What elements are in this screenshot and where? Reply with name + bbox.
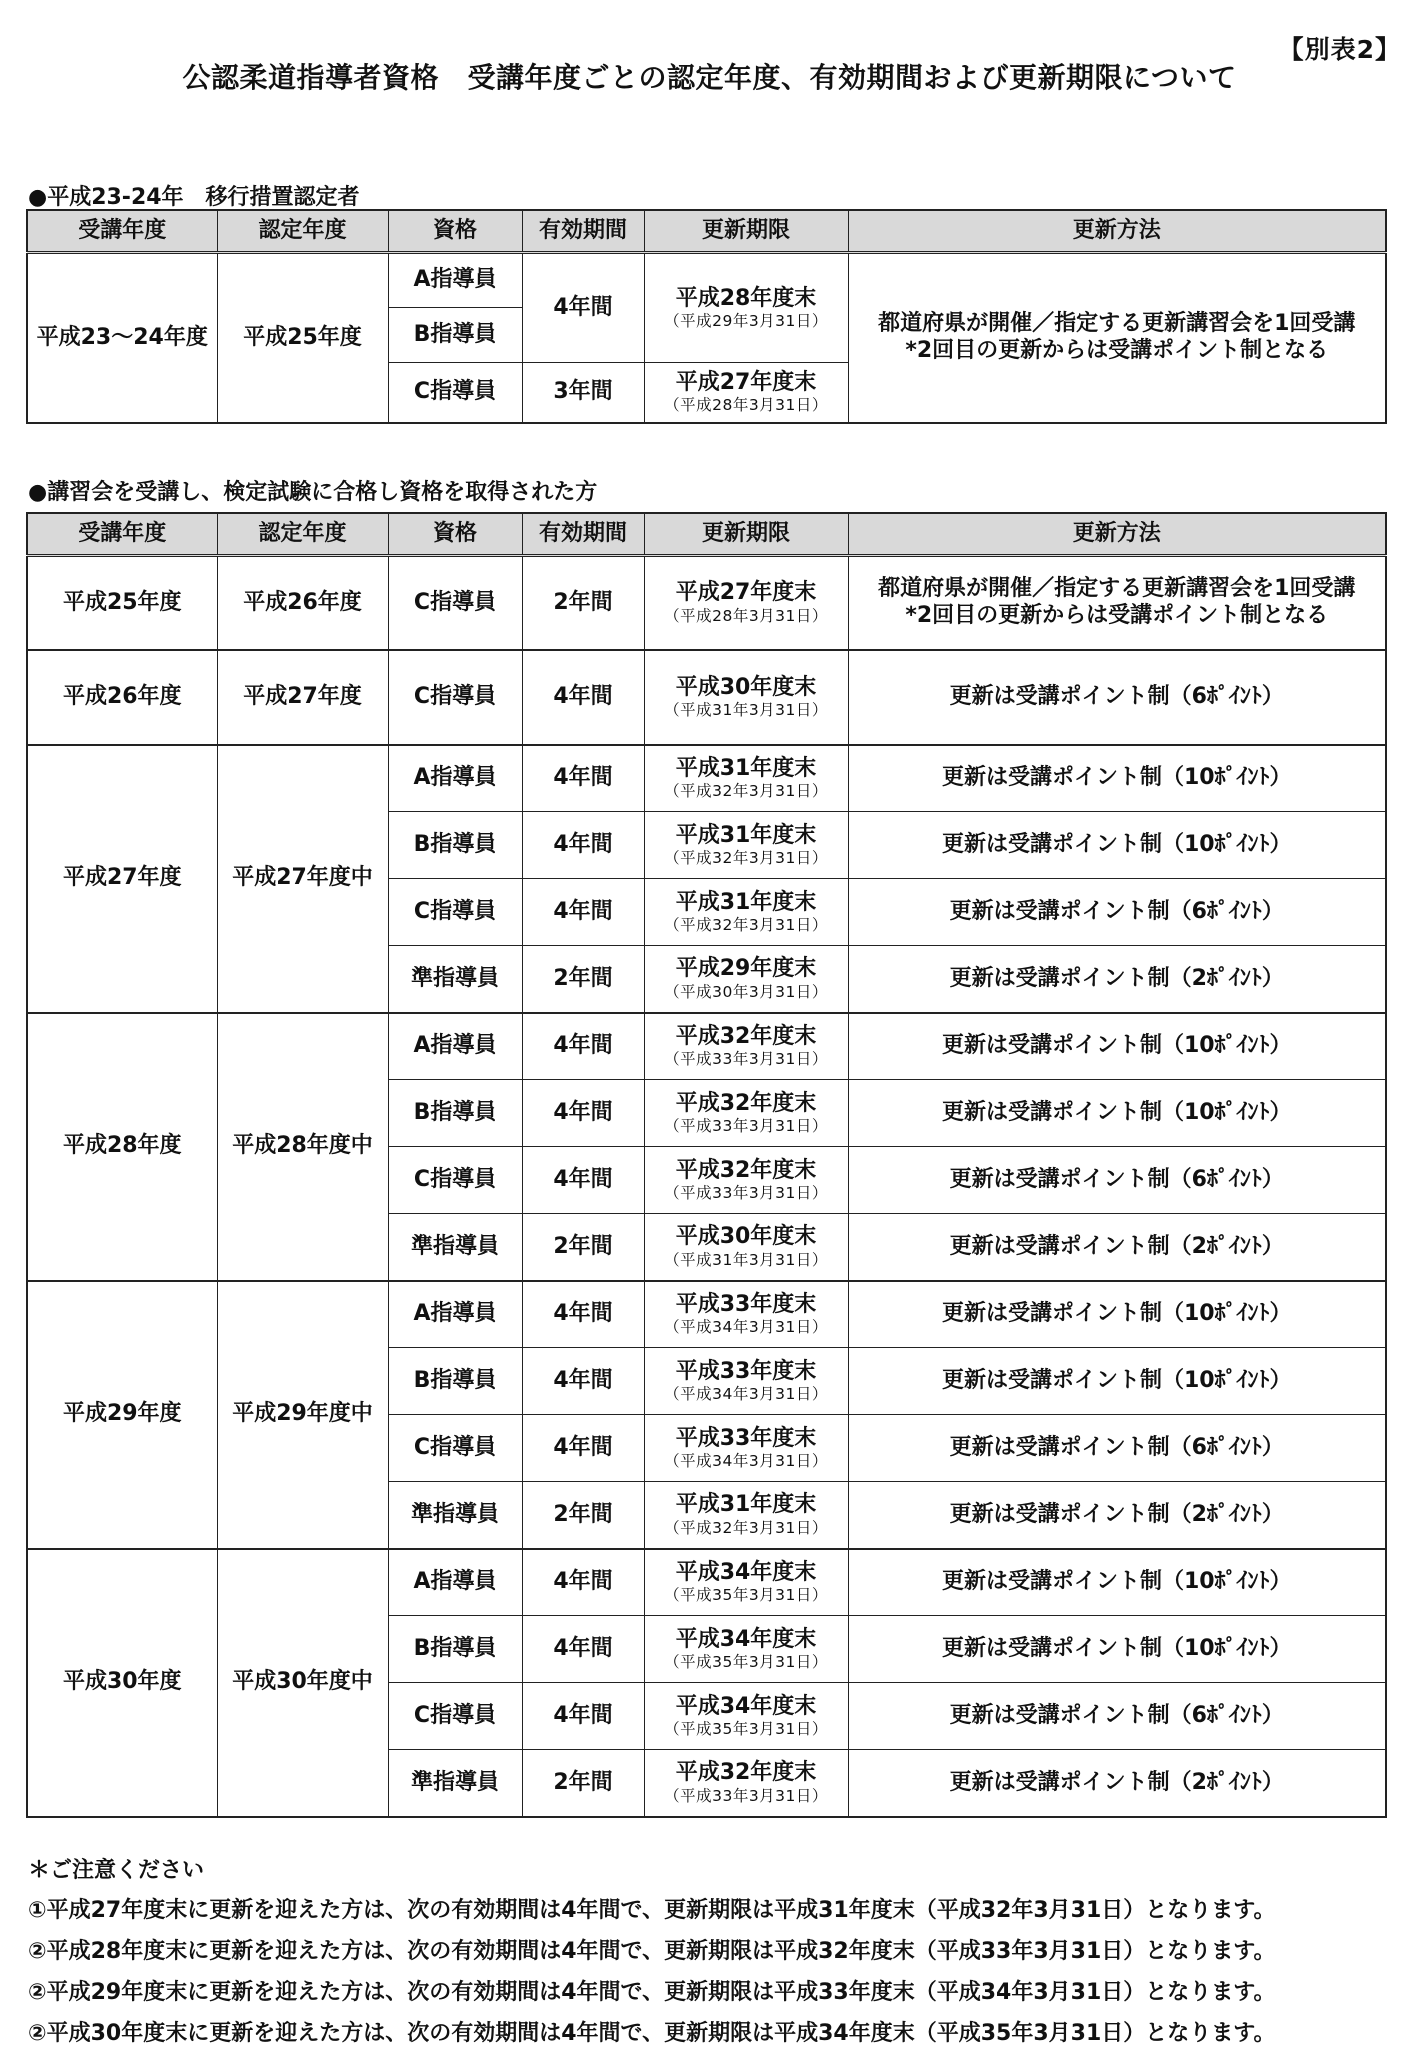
table-row	[27, 1013, 1386, 1080]
deadline-main: 平成33年度末	[675, 1291, 817, 1317]
header-year: 受講年度	[27, 513, 217, 556]
cert-year-cell: 平成27年度中	[217, 745, 388, 1013]
deadline-main: 平成32年度末	[675, 1023, 817, 1049]
qualification-cell: 準指導員	[388, 1750, 522, 1817]
deadline-main: 平成34年度末	[675, 1693, 817, 1719]
year-cell: 平成28年度	[27, 1013, 217, 1281]
period-cell: 4年間	[522, 1080, 644, 1147]
deadline-date: （平成34年3月31日）	[664, 1384, 828, 1403]
deadline-date: （平成32年3月31日）	[664, 848, 828, 867]
deadline-date: （平成30年3月31日）	[664, 982, 828, 1001]
qualification-cell: B指導員	[388, 812, 522, 879]
method-cell	[848, 253, 1386, 423]
table-row	[27, 556, 1386, 650]
header-qualification: 資格	[388, 513, 522, 556]
method-line-1: 都道府県が開催／指定する更新講習会を1回受講	[878, 576, 1356, 602]
notes-section	[28, 1852, 1276, 2054]
qualification-cell: A指導員	[388, 253, 522, 308]
group-h25	[27, 556, 1386, 650]
method-cell: 更新は受講ポイント制（10ﾎﾟｲﾝﾄ）	[848, 1348, 1386, 1415]
deadline-main: 平成31年度末	[675, 822, 817, 848]
deadline-cell	[644, 812, 848, 879]
period-cell: 4年間	[522, 253, 644, 363]
table-tag: 【別表2】	[1278, 35, 1401, 64]
deadline-date: （平成34年3月31日）	[664, 1451, 828, 1470]
cert-year-cell: 平成28年度中	[217, 1013, 388, 1281]
deadline-main: 平成33年度末	[675, 1358, 817, 1384]
deadline-date: （平成32年3月31日）	[664, 1518, 828, 1537]
year-cell: 平成26年度	[27, 650, 217, 745]
deadline-main: 平成34年度末	[675, 1626, 817, 1652]
notes-heading: ＊ご注意ください	[28, 1858, 205, 1883]
method-cell: 更新は受講ポイント制（6ﾎﾟｲﾝﾄ）	[848, 1147, 1386, 1214]
deadline-cell	[644, 946, 848, 1013]
period-cell: 4年間	[522, 1415, 644, 1482]
deadline-cell	[644, 556, 848, 650]
period-cell: 4年間	[522, 1013, 644, 1080]
deadline-main: 平成32年度末	[675, 1760, 817, 1786]
qualification-cell: A指導員	[388, 1281, 522, 1348]
period-cell: 4年間	[522, 745, 644, 812]
deadline-date: （平成31年3月31日）	[664, 1250, 828, 1269]
group-h30	[27, 1549, 1386, 1817]
deadline-main: 平成27年度末	[675, 369, 817, 395]
qualification-cell: C指導員	[388, 1147, 522, 1214]
header-method: 更新方法	[848, 513, 1386, 556]
deadline-main: 平成29年度末	[675, 956, 817, 982]
qualification-cell: A指導員	[388, 1549, 522, 1616]
header-method: 更新方法	[848, 210, 1386, 253]
period-cell: 4年間	[522, 650, 644, 745]
deadline-date: （平成35年3月31日）	[664, 1652, 828, 1671]
method-cell: 更新は受講ポイント制（2ﾎﾟｲﾝﾄ）	[848, 946, 1386, 1013]
method-cell: 更新は受講ポイント制（2ﾎﾟｲﾝﾄ）	[848, 1482, 1386, 1549]
header-qualification: 資格	[388, 210, 522, 253]
header-deadline: 更新期限	[644, 210, 848, 253]
table-row	[27, 1549, 1386, 1616]
deadline-date: （平成35年3月31日）	[664, 1719, 828, 1738]
deadline-main: 平成33年度末	[675, 1425, 817, 1451]
deadline-cell	[644, 1080, 848, 1147]
deadline-date: （平成33年3月31日）	[664, 1786, 828, 1805]
deadline-date: （平成29年3月31日）	[664, 311, 828, 330]
group-h28	[27, 1013, 1386, 1281]
deadline-date: （平成33年3月31日）	[664, 1050, 828, 1069]
period-cell: 4年間	[522, 879, 644, 946]
qualification-cell: 準指導員	[388, 1482, 522, 1549]
year-cell: 平成23～24年度	[27, 253, 217, 423]
deadline-date: （平成35年3月31日）	[664, 1586, 828, 1605]
deadline-date: （平成28年3月31日）	[664, 606, 828, 625]
method-line-1: 都道府県が開催／指定する更新講習会を1回受講	[878, 311, 1356, 337]
deadline-main: 平成31年度末	[675, 889, 817, 915]
qualification-cell: 準指導員	[388, 946, 522, 1013]
method-cell: 更新は受講ポイント制（2ﾎﾟｲﾝﾄ）	[848, 1214, 1386, 1281]
deadline-main: 平成30年度末	[675, 1224, 817, 1250]
period-cell: 2年間	[522, 556, 644, 650]
deadline-main: 平成31年度末	[675, 755, 817, 781]
section1-title: ●平成23-24年 移行措置認定者	[28, 185, 360, 210]
deadline-date: （平成33年3月31日）	[664, 1116, 828, 1135]
note-line: ②平成30年度末に更新を迎えた方は、次の有効期間は4年間で、更新期限は平成34年度末（平成35年3月31日）となります。	[28, 2021, 1276, 2046]
qualification-cell: B指導員	[388, 308, 522, 363]
qualification-cell: C指導員	[388, 1683, 522, 1750]
header-cert-year: 認定年度	[217, 210, 388, 253]
deadline-cell	[644, 1683, 848, 1750]
period-cell: 2年間	[522, 1750, 644, 1817]
method-cell: 更新は受講ポイント制（10ﾎﾟｲﾝﾄ）	[848, 1080, 1386, 1147]
method-cell: 更新は受講ポイント制（2ﾎﾟｲﾝﾄ）	[848, 1750, 1386, 1817]
cert-year-cell: 平成27年度	[217, 650, 388, 745]
period-cell: 2年間	[522, 1214, 644, 1281]
header-cert-year: 認定年度	[217, 513, 388, 556]
note-line: ②平成28年度末に更新を迎えた方は、次の有効期間は4年間で、更新期限は平成32年度末（平成33年3月31日）となります。	[28, 1939, 1276, 1964]
qualification-cell: C指導員	[388, 650, 522, 745]
deadline-cell	[644, 650, 848, 745]
cert-year-cell: 平成29年度中	[217, 1281, 388, 1549]
header-year: 受講年度	[27, 210, 217, 253]
deadline-date: （平成34年3月31日）	[664, 1318, 828, 1337]
qualification-cell: C指導員	[388, 556, 522, 650]
period-cell: 4年間	[522, 1147, 644, 1214]
deadline-cell	[644, 1214, 848, 1281]
year-cell: 平成30年度	[27, 1549, 217, 1817]
qualification-table	[26, 512, 1387, 1818]
qualification-cell: C指導員	[388, 879, 522, 946]
deadline-cell	[644, 1348, 848, 1415]
deadline-cell	[644, 745, 848, 812]
period-cell: 4年間	[522, 1616, 644, 1683]
method-cell: 更新は受講ポイント制（10ﾎﾟｲﾝﾄ）	[848, 1549, 1386, 1616]
qualification-cell: C指導員	[388, 363, 522, 423]
deadline-main: 平成31年度末	[675, 1492, 817, 1518]
table-row	[27, 650, 1386, 745]
deadline-cell	[644, 1013, 848, 1080]
deadline-date: （平成28年3月31日）	[664, 396, 828, 415]
deadline-main: 平成32年度末	[675, 1090, 817, 1116]
qualification-cell: B指導員	[388, 1616, 522, 1683]
note-line: ②平成29年度末に更新を迎えた方は、次の有効期間は4年間で、更新期限は平成33年度末（平成34年3月31日）となります。	[28, 1980, 1276, 2005]
header-row	[27, 513, 1386, 556]
deadline-cell	[644, 253, 848, 363]
header-row	[27, 210, 1386, 253]
period-cell: 4年間	[522, 1281, 644, 1348]
group-h29	[27, 1281, 1386, 1549]
table-row	[27, 1281, 1386, 1348]
cert-year-cell: 平成30年度中	[217, 1549, 388, 1817]
header-deadline: 更新期限	[644, 513, 848, 556]
cert-year-cell: 平成25年度	[217, 253, 388, 423]
year-cell: 平成27年度	[27, 745, 217, 1013]
group-h26	[27, 650, 1386, 745]
period-cell: 4年間	[522, 812, 644, 879]
method-cell: 更新は受講ポイント制（6ﾎﾟｲﾝﾄ）	[848, 1415, 1386, 1482]
period-cell: 2年間	[522, 946, 644, 1013]
deadline-cell	[644, 879, 848, 946]
period-cell: 2年間	[522, 1482, 644, 1549]
qualification-cell: A指導員	[388, 1013, 522, 1080]
section2-title: ●講習会を受講し、検定試験に合格し資格を取得された方	[28, 480, 598, 505]
deadline-cell	[644, 1415, 848, 1482]
method-cell: 更新は受講ポイント制（6ﾎﾟｲﾝﾄ）	[848, 1683, 1386, 1750]
deadline-main: 平成32年度末	[675, 1157, 817, 1183]
period-cell: 4年間	[522, 1683, 644, 1750]
method-line-2: *2回目の更新からは受講ポイント制となる	[905, 602, 1329, 628]
deadline-cell	[644, 1281, 848, 1348]
deadline-main: 平成27年度末	[675, 580, 817, 606]
qualification-cell: C指導員	[388, 1415, 522, 1482]
method-cell: 更新は受講ポイント制（6ﾎﾟｲﾝﾄ）	[848, 879, 1386, 946]
qualification-cell: B指導員	[388, 1348, 522, 1415]
method-cell: 更新は受講ポイント制（10ﾎﾟｲﾝﾄ）	[848, 1616, 1386, 1683]
method-cell: 更新は受講ポイント制（10ﾎﾟｲﾝﾄ）	[848, 745, 1386, 812]
deadline-main: 平成28年度末	[675, 285, 817, 311]
deadline-cell	[644, 1482, 848, 1549]
cert-year-cell: 平成26年度	[217, 556, 388, 650]
year-cell: 平成29年度	[27, 1281, 217, 1549]
note-line: ①平成27年度末に更新を迎えた方は、次の有効期間は4年間で、更新期限は平成31年度末（平成32年3月31日）となります。	[28, 1898, 1276, 1923]
deadline-date: （平成32年3月31日）	[664, 782, 828, 801]
period-cell: 4年間	[522, 1549, 644, 1616]
header-period: 有効期間	[522, 210, 644, 253]
deadline-cell	[644, 1549, 848, 1616]
method-cell: 更新は受講ポイント制（6ﾎﾟｲﾝﾄ）	[848, 650, 1386, 745]
transition-table	[26, 209, 1387, 424]
header-period: 有効期間	[522, 513, 644, 556]
qualification-cell: A指導員	[388, 745, 522, 812]
table-row	[27, 745, 1386, 812]
period-cell: 4年間	[522, 1348, 644, 1415]
deadline-date: （平成31年3月31日）	[664, 700, 828, 719]
method-cell: 更新は受講ポイント制（10ﾎﾟｲﾝﾄ）	[848, 1013, 1386, 1080]
deadline-date: （平成32年3月31日）	[664, 915, 828, 934]
deadline-date: （平成33年3月31日）	[664, 1183, 828, 1202]
method-cell: 更新は受講ポイント制（10ﾎﾟｲﾝﾄ）	[848, 812, 1386, 879]
period-cell: 3年間	[522, 363, 644, 423]
method-cell	[848, 556, 1386, 650]
deadline-main: 平成30年度末	[675, 674, 817, 700]
qualification-cell: 準指導員	[388, 1214, 522, 1281]
deadline-main: 平成34年度末	[675, 1559, 817, 1585]
year-cell: 平成25年度	[27, 556, 217, 650]
group-h27	[27, 745, 1386, 1013]
deadline-cell	[644, 1750, 848, 1817]
deadline-cell	[644, 1616, 848, 1683]
deadline-cell	[644, 363, 848, 423]
page-title: 公認柔道指導者資格 受講年度ごとの認定年度、有効期間および更新期限について	[182, 61, 1237, 94]
method-line-2: *2回目の更新からは受講ポイント制となる	[905, 337, 1329, 363]
table-row	[27, 253, 1386, 308]
deadline-cell	[644, 1147, 848, 1214]
method-cell: 更新は受講ポイント制（10ﾎﾟｲﾝﾄ）	[848, 1281, 1386, 1348]
qualification-cell: B指導員	[388, 1080, 522, 1147]
